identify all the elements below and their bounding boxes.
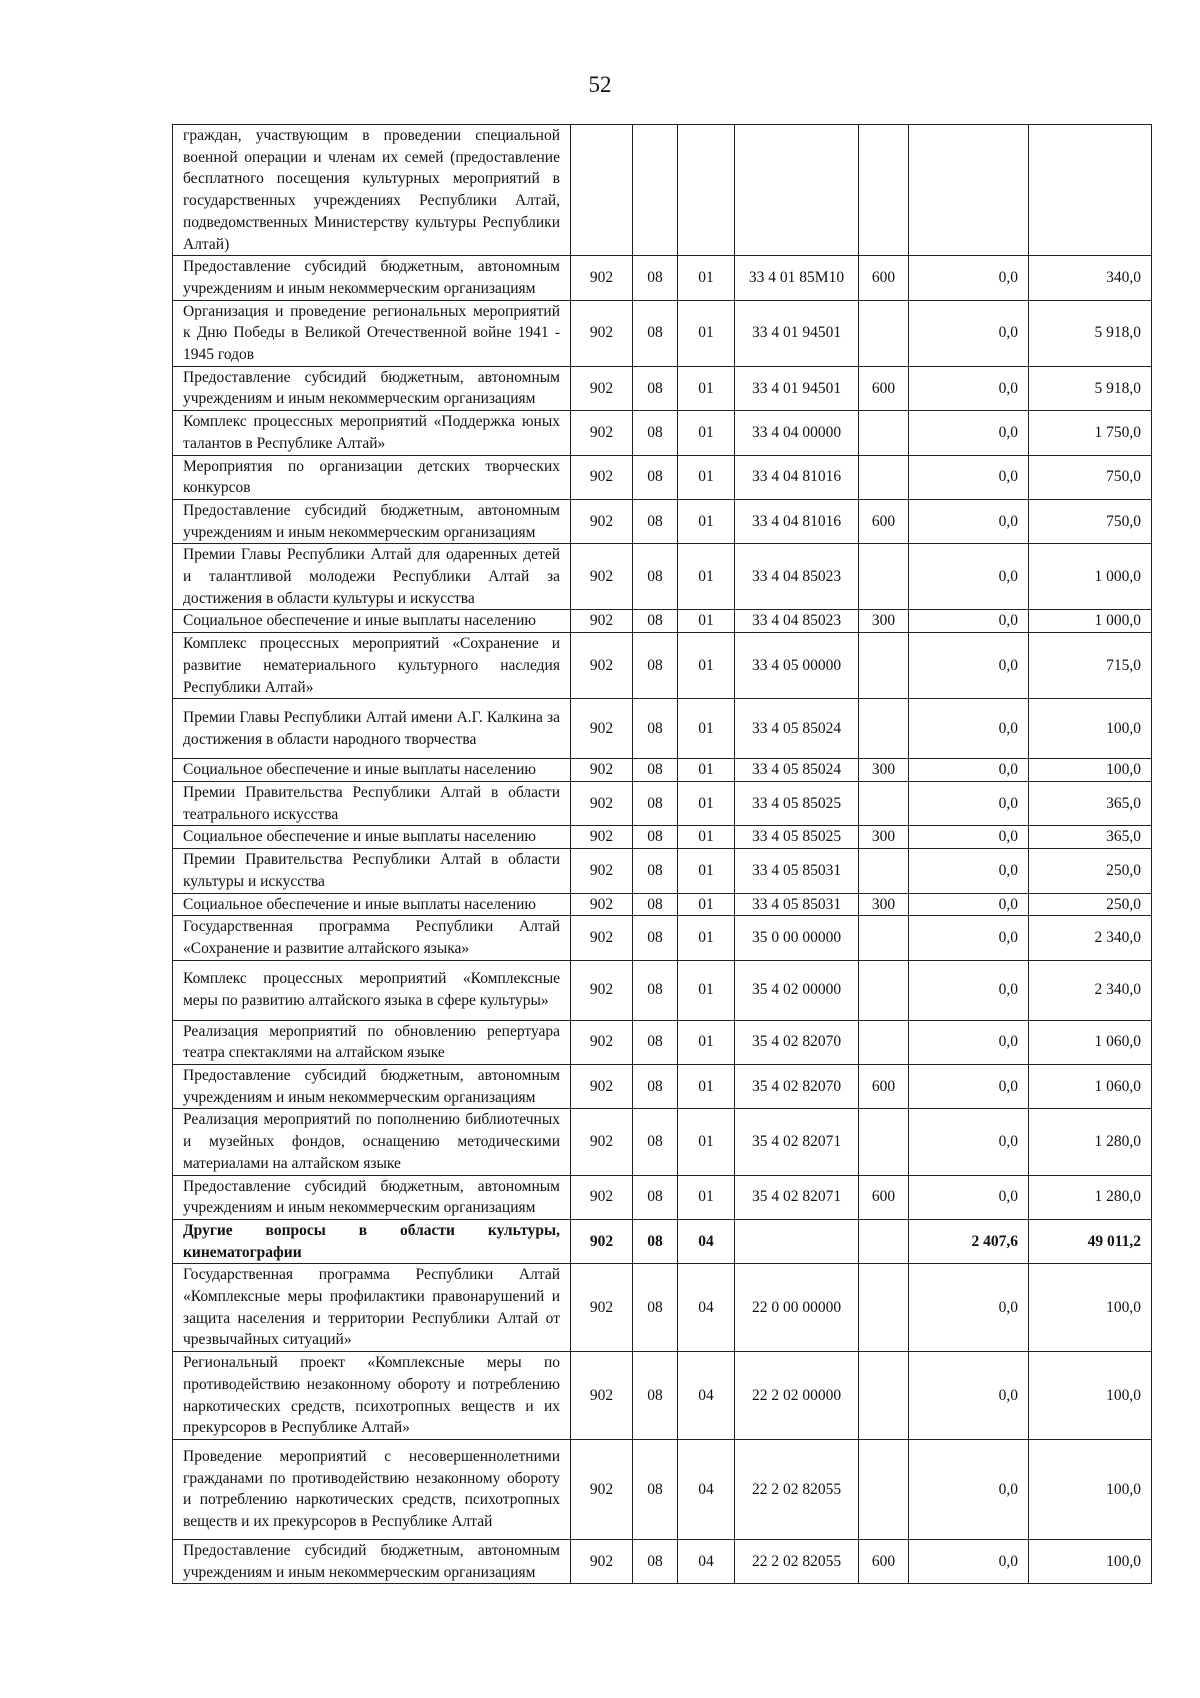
grbs-cell: 902 (571, 544, 633, 610)
grbs-cell: 902 (571, 849, 633, 893)
amount-2-cell: 1 060,0 (1029, 1020, 1152, 1064)
amount-1-cell: 0,0 (909, 1065, 1029, 1109)
subsection-cell: 01 (678, 610, 735, 633)
section-cell (633, 125, 678, 256)
table-row (173, 1539, 1152, 1583)
amount-1-cell: 0,0 (909, 781, 1029, 825)
expense-type-cell (859, 1264, 909, 1352)
amount-2-cell: 1 280,0 (1029, 1175, 1152, 1219)
target-article-cell: 35 4 02 82070 (735, 1020, 859, 1064)
grbs-cell: 902 (571, 1219, 633, 1263)
subsection-cell: 01 (678, 759, 735, 782)
grbs-cell: 902 (571, 1439, 633, 1539)
grbs-cell: 902 (571, 633, 633, 699)
row-name-cell: Предоставление субсидий бюджетным, автономным учреждениям и иным некоммерческим организациям (173, 256, 571, 300)
expense-type-cell (859, 1352, 909, 1440)
grbs-cell: 902 (571, 699, 633, 759)
table-row (173, 1264, 1152, 1352)
target-article-cell: 33 4 04 81016 (735, 499, 859, 543)
subsection-cell: 01 (678, 826, 735, 849)
amount-2-cell: 5 918,0 (1029, 366, 1152, 410)
target-article-cell: 33 4 05 85025 (735, 826, 859, 849)
section-cell: 08 (633, 849, 678, 893)
amount-2-cell: 100,0 (1029, 1439, 1152, 1539)
table-row (173, 499, 1152, 543)
target-article-cell: 33 4 05 85025 (735, 781, 859, 825)
expense-type-cell (859, 916, 909, 960)
grbs-cell: 902 (571, 610, 633, 633)
table-row (173, 411, 1152, 455)
section-cell: 08 (633, 1539, 678, 1583)
target-article-cell: 22 2 02 82055 (735, 1439, 859, 1539)
row-name-cell: Реализация мероприятий по обновлению репертуара театра спектаклями на алтайском языке (173, 1020, 571, 1064)
target-article-cell: 33 4 01 85М10 (735, 256, 859, 300)
target-article-cell: 35 0 00 00000 (735, 916, 859, 960)
subsection-cell: 01 (678, 300, 735, 366)
amount-1-cell: 0,0 (909, 826, 1029, 849)
table-row (173, 366, 1152, 410)
target-article-cell: 35 4 02 82071 (735, 1109, 859, 1175)
section-cell: 08 (633, 544, 678, 610)
subsection-cell: 01 (678, 699, 735, 759)
target-article-cell: 33 4 04 81016 (735, 455, 859, 499)
row-name-cell: Премии Главы Республики Алтай для одаренных детей и талантливой молодежи Республики Алтай за достижения в области культуры и искусства (173, 544, 571, 610)
expense-type-cell (859, 411, 909, 455)
subsection-cell: 04 (678, 1439, 735, 1539)
amount-2-cell: 1 000,0 (1029, 544, 1152, 610)
grbs-cell: 902 (571, 1539, 633, 1583)
row-name-cell: Комплекс процессных мероприятий «Сохранение и развитие нематериального культурного наследия Республики Алтай» (173, 633, 571, 699)
target-article-cell: 33 4 01 94501 (735, 366, 859, 410)
amount-1-cell: 0,0 (909, 610, 1029, 633)
amount-2-cell: 100,0 (1029, 1352, 1152, 1440)
subsection-cell: 01 (678, 1065, 735, 1109)
amount-2-cell: 715,0 (1029, 633, 1152, 699)
grbs-cell: 902 (571, 1264, 633, 1352)
amount-1-cell: 0,0 (909, 1352, 1029, 1440)
amount-2-cell: 100,0 (1029, 759, 1152, 782)
amount-1-cell: 0,0 (909, 849, 1029, 893)
row-name-cell: Премии Правительства Республики Алтай в области театрального искусства (173, 781, 571, 825)
expense-type-cell (859, 1109, 909, 1175)
amount-1-cell: 0,0 (909, 455, 1029, 499)
amount-1-cell: 0,0 (909, 499, 1029, 543)
expense-type-cell (859, 699, 909, 759)
amount-2-cell: 1 750,0 (1029, 411, 1152, 455)
subsection-cell (678, 125, 735, 256)
subsection-cell: 01 (678, 1020, 735, 1064)
expense-type-cell: 600 (859, 256, 909, 300)
subsection-cell: 01 (678, 893, 735, 916)
row-name-cell: Комплекс процессных мероприятий «Комплексные меры по развитию алтайского языка в сфере культуры» (173, 960, 571, 1020)
grbs-cell: 902 (571, 411, 633, 455)
section-cell: 08 (633, 1020, 678, 1064)
grbs-cell: 902 (571, 300, 633, 366)
target-article-cell (735, 125, 859, 256)
amount-1-cell: 0,0 (909, 1539, 1029, 1583)
table-row (173, 849, 1152, 893)
subsection-cell: 01 (678, 411, 735, 455)
expense-type-cell: 600 (859, 1065, 909, 1109)
table-row (173, 544, 1152, 610)
expense-type-cell (859, 125, 909, 256)
row-name-cell: Реализация мероприятий по пополнению библиотечных и музейных фондов, оснащению методическими материалами на алтайском языке (173, 1109, 571, 1175)
target-article-cell: 33 4 04 85023 (735, 544, 859, 610)
expense-type-cell (859, 960, 909, 1020)
row-name-cell: Социальное обеспечение и иные выплаты населению (173, 826, 571, 849)
expense-type-cell: 300 (859, 759, 909, 782)
target-article-cell: 22 2 02 82055 (735, 1539, 859, 1583)
amount-2-cell: 1 000,0 (1029, 610, 1152, 633)
target-article-cell (735, 1219, 859, 1263)
table-row (173, 455, 1152, 499)
grbs-cell (571, 125, 633, 256)
expense-type-cell: 300 (859, 893, 909, 916)
row-name-cell: Мероприятия по организации детских творческих конкурсов (173, 455, 571, 499)
target-article-cell: 35 4 02 00000 (735, 960, 859, 1020)
amount-2-cell: 2 340,0 (1029, 916, 1152, 960)
row-name-cell: Другие вопросы в области культуры, кинематографии (173, 1219, 571, 1263)
grbs-cell: 902 (571, 781, 633, 825)
subsection-cell: 04 (678, 1352, 735, 1440)
section-cell: 08 (633, 455, 678, 499)
amount-2-cell: 1 060,0 (1029, 1065, 1152, 1109)
target-article-cell: 33 4 05 85031 (735, 893, 859, 916)
subsection-cell: 04 (678, 1539, 735, 1583)
subsection-cell: 01 (678, 1109, 735, 1175)
page-number: 52 (588, 72, 612, 97)
row-name-cell: Предоставление субсидий бюджетным, автономным учреждениям и иным некоммерческим организациям (173, 1065, 571, 1109)
table-row (173, 699, 1152, 759)
amount-1-cell: 0,0 (909, 300, 1029, 366)
target-article-cell: 35 4 02 82071 (735, 1175, 859, 1219)
table-row (173, 610, 1152, 633)
amount-1-cell: 0,0 (909, 1175, 1029, 1219)
row-name-cell: Проведение мероприятий с несовершеннолетними гражданами по противодействию незаконному обороту и потреблению наркотических средств, психотропных веществ и их прекурсоров в Республике Алтай (173, 1439, 571, 1539)
amount-1-cell (909, 125, 1029, 256)
section-cell: 08 (633, 1352, 678, 1440)
table-row (173, 826, 1152, 849)
amount-2-cell: 750,0 (1029, 499, 1152, 543)
subsection-cell: 01 (678, 1175, 735, 1219)
row-name-cell: Социальное обеспечение и иные выплаты населению (173, 759, 571, 782)
expense-type-cell (859, 455, 909, 499)
table-row (173, 1352, 1152, 1440)
amount-1-cell: 0,0 (909, 411, 1029, 455)
expense-type-cell (859, 1020, 909, 1064)
amount-1-cell: 0,0 (909, 759, 1029, 782)
amount-2-cell: 49 011,2 (1029, 1219, 1152, 1263)
target-article-cell: 22 0 00 00000 (735, 1264, 859, 1352)
section-cell: 08 (633, 960, 678, 1020)
target-article-cell: 33 4 05 00000 (735, 633, 859, 699)
amount-2-cell: 250,0 (1029, 893, 1152, 916)
table-row (173, 1020, 1152, 1064)
subsection-cell: 01 (678, 256, 735, 300)
amount-2-cell: 340,0 (1029, 256, 1152, 300)
target-article-cell: 33 4 05 85024 (735, 759, 859, 782)
row-name-cell: Социальное обеспечение и иные выплаты населению (173, 610, 571, 633)
section-cell: 08 (633, 256, 678, 300)
row-name-cell: Предоставление субсидий бюджетным, автономным учреждениям и иным некоммерческим организациям (173, 499, 571, 543)
grbs-cell: 902 (571, 960, 633, 1020)
row-name-cell: Премии Правительства Республики Алтай в области культуры и искусства (173, 849, 571, 893)
amount-2-cell: 1 280,0 (1029, 1109, 1152, 1175)
table-row (173, 893, 1152, 916)
amount-2-cell: 2 340,0 (1029, 960, 1152, 1020)
amount-1-cell: 0,0 (909, 256, 1029, 300)
amount-1-cell: 2 407,6 (909, 1219, 1029, 1263)
section-cell: 08 (633, 411, 678, 455)
grbs-cell: 902 (571, 893, 633, 916)
table-row (173, 1219, 1152, 1263)
subsection-cell: 01 (678, 849, 735, 893)
section-cell: 08 (633, 759, 678, 782)
target-article-cell: 33 4 04 85023 (735, 610, 859, 633)
expense-type-cell (859, 300, 909, 366)
amount-1-cell: 0,0 (909, 633, 1029, 699)
target-article-cell: 22 2 02 00000 (735, 1352, 859, 1440)
row-name-cell: Предоставление субсидий бюджетным, автономным учреждениям и иным некоммерческим организациям (173, 1175, 571, 1219)
section-cell: 08 (633, 826, 678, 849)
amount-2-cell: 750,0 (1029, 455, 1152, 499)
grbs-cell: 902 (571, 1065, 633, 1109)
expense-type-cell (859, 781, 909, 825)
amount-2-cell: 365,0 (1029, 826, 1152, 849)
amount-1-cell: 0,0 (909, 366, 1029, 410)
table-row (173, 300, 1152, 366)
amount-1-cell: 0,0 (909, 1264, 1029, 1352)
section-cell: 08 (633, 893, 678, 916)
grbs-cell: 902 (571, 366, 633, 410)
grbs-cell: 902 (571, 916, 633, 960)
subsection-cell: 01 (678, 455, 735, 499)
section-cell: 08 (633, 633, 678, 699)
table-row (173, 1065, 1152, 1109)
grbs-cell: 902 (571, 455, 633, 499)
row-name-cell: Государственная программа Республики Алтай «Сохранение и развитие алтайского языка» (173, 916, 571, 960)
amount-1-cell: 0,0 (909, 1439, 1029, 1539)
table-row (173, 759, 1152, 782)
expense-type-cell (859, 544, 909, 610)
row-name-cell: Региональный проект «Комплексные меры по противодействию незаконному обороту и потреблению наркотических средств, психотропных веществ и их прекурсоров в Республике Алтай» (173, 1352, 571, 1440)
grbs-cell: 902 (571, 1109, 633, 1175)
table-row (173, 633, 1152, 699)
amount-2-cell: 100,0 (1029, 1539, 1152, 1583)
row-name-cell: Предоставление субсидий бюджетным, автономным учреждениям и иным некоммерческим организациям (173, 366, 571, 410)
expense-type-cell (859, 1219, 909, 1263)
table-body (173, 125, 1152, 1584)
section-cell: 08 (633, 699, 678, 759)
grbs-cell: 902 (571, 759, 633, 782)
target-article-cell: 33 4 01 94501 (735, 300, 859, 366)
section-cell: 08 (633, 1175, 678, 1219)
table-row (173, 125, 1152, 256)
section-cell: 08 (633, 916, 678, 960)
table-row (173, 1175, 1152, 1219)
table-row (173, 960, 1152, 1020)
target-article-cell: 33 4 05 85024 (735, 699, 859, 759)
row-name-cell: Предоставление субсидий бюджетным, автономным учреждениям и иным некоммерческим организациям (173, 1539, 571, 1583)
amount-2-cell: 5 918,0 (1029, 300, 1152, 366)
table-row (173, 256, 1152, 300)
expense-type-cell: 300 (859, 610, 909, 633)
grbs-cell: 902 (571, 1020, 633, 1064)
section-cell: 08 (633, 781, 678, 825)
table-row (173, 1109, 1152, 1175)
row-name-cell: Премии Главы Республики Алтай имени А.Г. Калкина за достижения в области народного творчества (173, 699, 571, 759)
amount-2-cell (1029, 125, 1152, 256)
expense-type-cell (859, 1439, 909, 1539)
amount-2-cell: 100,0 (1029, 1264, 1152, 1352)
subsection-cell: 04 (678, 1219, 735, 1263)
amount-2-cell: 250,0 (1029, 849, 1152, 893)
subsection-cell: 01 (678, 960, 735, 1020)
row-name-cell: Государственная программа Республики Алтай «Комплексные меры профилактики правонарушений и защита населения и территории Республики Алтай от чрезвычайных ситуаций» (173, 1264, 571, 1352)
amount-1-cell: 0,0 (909, 1109, 1029, 1175)
table-row (173, 781, 1152, 825)
row-name-cell: граждан, участвующим в проведении специальной военной операции и членам их семей (предоставление бесплатного посещения культурных мероприятий в государственных учреждениях Республики Алтай, подведомственных Министерству культуры Республики Алтай) (173, 125, 571, 256)
grbs-cell: 902 (571, 256, 633, 300)
budget-table (172, 124, 1152, 1584)
subsection-cell: 01 (678, 633, 735, 699)
expense-type-cell: 600 (859, 1539, 909, 1583)
expense-type-cell: 600 (859, 499, 909, 543)
expense-type-cell: 300 (859, 826, 909, 849)
section-cell: 08 (633, 610, 678, 633)
target-article-cell: 35 4 02 82070 (735, 1065, 859, 1109)
subsection-cell: 01 (678, 916, 735, 960)
section-cell: 08 (633, 1264, 678, 1352)
amount-1-cell: 0,0 (909, 893, 1029, 916)
row-name-cell: Организация и проведение региональных мероприятий к Дню Победы в Великой Отечественной войне 1941 - 1945 годов (173, 300, 571, 366)
amount-2-cell: 365,0 (1029, 781, 1152, 825)
grbs-cell: 902 (571, 1175, 633, 1219)
amount-2-cell: 100,0 (1029, 699, 1152, 759)
expense-type-cell: 600 (859, 366, 909, 410)
grbs-cell: 902 (571, 1352, 633, 1440)
target-article-cell: 33 4 05 85031 (735, 849, 859, 893)
subsection-cell: 04 (678, 1264, 735, 1352)
subsection-cell: 01 (678, 544, 735, 610)
amount-1-cell: 0,0 (909, 960, 1029, 1020)
subsection-cell: 01 (678, 499, 735, 543)
section-cell: 08 (633, 1439, 678, 1539)
amount-1-cell: 0,0 (909, 1020, 1029, 1064)
section-cell: 08 (633, 300, 678, 366)
section-cell: 08 (633, 1109, 678, 1175)
amount-1-cell: 0,0 (909, 916, 1029, 960)
row-name-cell: Социальное обеспечение и иные выплаты населению (173, 893, 571, 916)
section-cell: 08 (633, 499, 678, 543)
target-article-cell: 33 4 04 00000 (735, 411, 859, 455)
expense-type-cell (859, 849, 909, 893)
table-row (173, 1439, 1152, 1539)
subsection-cell: 01 (678, 781, 735, 825)
section-cell: 08 (633, 1065, 678, 1109)
section-cell: 08 (633, 1219, 678, 1263)
expense-type-cell: 600 (859, 1175, 909, 1219)
row-name-cell: Комплекс процессных мероприятий «Поддержка юных талантов в Республике Алтай» (173, 411, 571, 455)
expense-type-cell (859, 633, 909, 699)
section-cell: 08 (633, 366, 678, 410)
grbs-cell: 902 (571, 499, 633, 543)
table-row (173, 916, 1152, 960)
grbs-cell: 902 (571, 826, 633, 849)
amount-1-cell: 0,0 (909, 699, 1029, 759)
subsection-cell: 01 (678, 366, 735, 410)
amount-1-cell: 0,0 (909, 544, 1029, 610)
